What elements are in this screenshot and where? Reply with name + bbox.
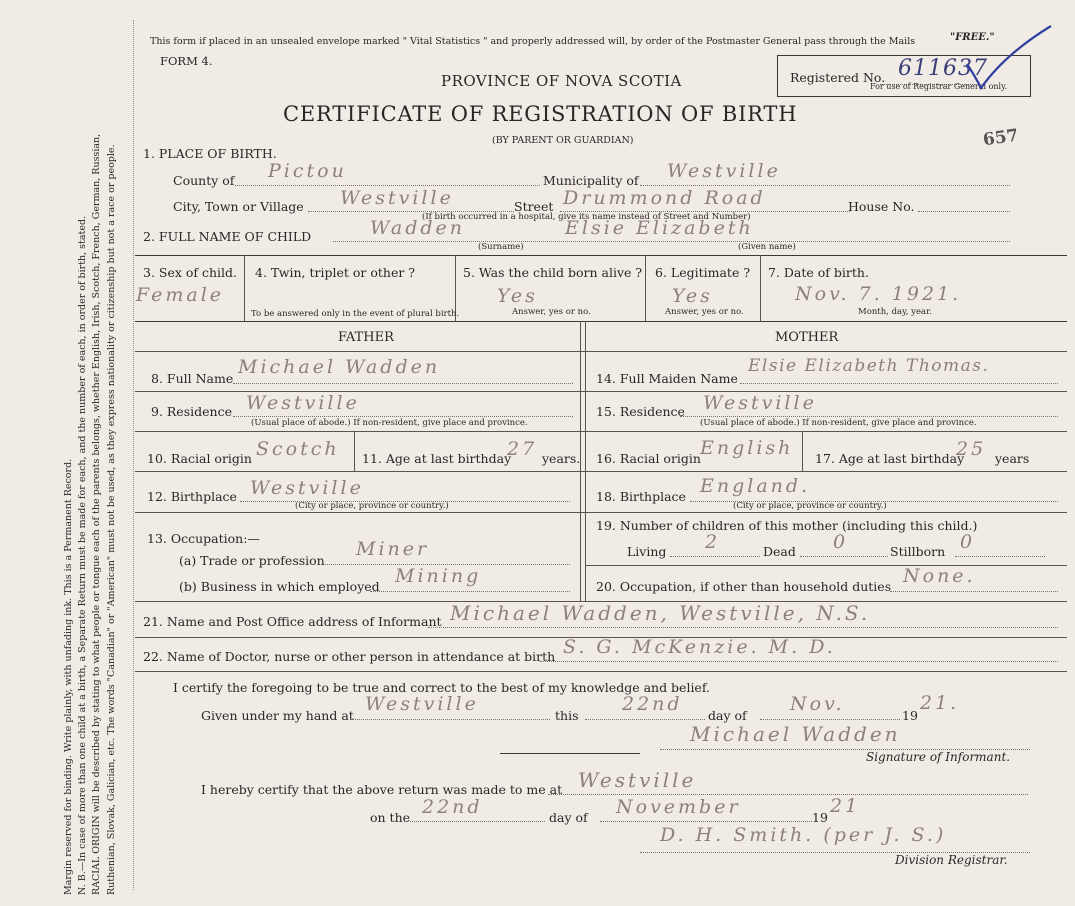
given-place-dotline — [350, 719, 550, 720]
father-birthplace-note: (City or place, province or country.) — [295, 501, 449, 511]
cert-year-value: 21. — [920, 692, 960, 714]
certificate-title: CERTIFICATE OF REGISTRATION OF BIRTH — [283, 102, 798, 126]
father-residence-note: (Usual place of abode.) If non-resident, give place and province. — [251, 418, 528, 428]
father-name-label: 8. Full Name — [151, 371, 234, 386]
father-age-value: 27 — [507, 438, 538, 460]
father-heading: FATHER — [338, 330, 394, 345]
registrar-dayof-label: day of — [549, 810, 588, 825]
stillborn-value: 0 — [960, 531, 976, 553]
given-name-caption: (Given name) — [738, 242, 796, 252]
doctor-value: S. G. McKenzie. M. D. — [563, 636, 836, 658]
house-label: House No. — [848, 199, 915, 214]
twin-label: 4. Twin, triplet or other ? — [255, 265, 415, 280]
registered-label: Registered No. — [790, 70, 886, 85]
father-birthplace-value: Westville — [250, 477, 364, 499]
registrar-year-prefix: 19 — [812, 810, 828, 825]
living-dotline — [670, 556, 760, 557]
place-of-birth-label: 1. PLACE OF BIRTH. — [143, 146, 277, 161]
certificate-subtitle: (BY PARENT OR GUARDIAN) — [492, 135, 634, 146]
mother-residence-label: 15. Residence — [596, 404, 685, 419]
father-business-dotline — [370, 591, 570, 592]
mother-age-value: 25 — [956, 438, 987, 460]
registered-note: For use of Registrar General only. — [870, 82, 1008, 91]
given-under-label: Given under my hand at — [201, 708, 354, 723]
mother-occupation-label: 20. Occupation, if other than household duties — [596, 579, 892, 594]
child-name-dotline — [333, 241, 1010, 242]
form-number: FORM 4. — [160, 54, 213, 68]
birth-date-label: 7. Date of birth. — [768, 265, 869, 280]
facts-divider-3 — [645, 255, 646, 321]
mother-children-label: 19. Number of children of this mother (including this child.) — [596, 518, 978, 533]
registrar-caption: Division Registrar. — [895, 853, 1008, 867]
father-racial-value: Scotch — [256, 438, 340, 460]
alive-note: Answer, yes or no. — [512, 307, 591, 317]
stillborn-dotline — [955, 556, 1045, 557]
doctor-dotline — [540, 661, 1058, 662]
parents-row-line-4 — [135, 512, 1067, 513]
stamp-number: 657 — [981, 125, 1020, 151]
mother-occupation-value: None. — [903, 565, 976, 587]
cert-month-dotline — [760, 719, 900, 720]
alive-value: Yes — [497, 285, 538, 307]
father-residence-dotline — [233, 416, 573, 417]
doctor-row-line — [135, 671, 1067, 672]
municipality-value: Westville — [667, 160, 781, 182]
mother-age-unit: years — [995, 451, 1030, 466]
facts-divider-4 — [760, 255, 761, 321]
father-birthplace-label: 12. Birthplace — [147, 489, 237, 504]
registrar-day-value: 22nd — [422, 796, 483, 818]
parents-row-line-2 — [135, 431, 1067, 432]
parents-heading-line — [135, 351, 1067, 352]
registrar-year-value: 21 — [830, 795, 861, 817]
hospital-note: (If birth occurred in a hospital, give its name instead of Street and Number) — [422, 212, 751, 222]
legitimate-value: Yes — [672, 285, 713, 307]
mother-racial-value: English — [700, 437, 794, 459]
city-value: Westville — [340, 187, 454, 209]
informant-signature: Michael Wadden — [690, 722, 901, 746]
margin-note-2: N. B.—In case of more than one child at a birth, a Separate Return must be made for each, and the number of each, in order of birth, stated. — [77, 215, 89, 895]
father-trade-value: Miner — [356, 538, 430, 560]
registrar-signature: D. H. Smith. (per J. S.) — [660, 824, 947, 846]
certify-statement: I certify the foregoing to be true and correct to the best of my knowledge and belief. — [173, 680, 710, 695]
dead-dotline — [800, 556, 888, 557]
county-value: Pictou — [268, 160, 347, 182]
father-name-dotline — [233, 383, 573, 384]
dead-label: Dead — [763, 544, 796, 559]
mother-racial-divider — [802, 431, 803, 471]
father-racial-divider — [354, 431, 355, 471]
cert-year-prefix: 19 — [902, 708, 918, 723]
parents-row-line-5 — [585, 565, 1067, 566]
father-trade-label: (a) Trade or profession — [179, 553, 325, 568]
registrar-place-dotline — [548, 794, 1028, 795]
twin-note: To be answered only in the event of plural birth. — [251, 309, 460, 319]
informant-dotline — [428, 627, 1058, 628]
father-residence-value: Westville — [246, 392, 360, 414]
father-age-label: 11. Age at last birthday — [362, 451, 512, 466]
cert-month-value: Nov. — [790, 693, 845, 715]
house-dotline — [918, 211, 1010, 212]
mother-racial-label: 16. Racial origin — [596, 451, 701, 466]
surname-caption: (Surname) — [478, 242, 524, 252]
check-mark-icon — [965, 24, 1055, 94]
father-business-label: (b) Business in which employed — [179, 579, 380, 594]
informant-value: Michael Wadden, Westville, N.S. — [450, 601, 871, 625]
city-label: City, Town or Village — [173, 199, 304, 214]
divider-facts-top — [135, 255, 1067, 256]
county-label: County of — [173, 173, 235, 188]
legitimate-note: Answer, yes or no. — [665, 307, 744, 317]
mother-birthplace-label: 18. Birthplace — [596, 489, 686, 504]
municipality-dotline — [640, 185, 1010, 186]
registered-number: 611637 — [898, 56, 988, 81]
child-name-label: 2. FULL NAME OF CHILD — [143, 229, 312, 244]
margin-note-4: Ruthenian, Slovak, Galician, etc. The words "Canadian" or "American" must not be used, as they express nationality or citizenship but not a race or people. — [105, 144, 117, 895]
mother-residence-dotline — [680, 416, 1058, 417]
father-occupation-label: 13. Occupation:— — [147, 531, 260, 546]
cert-dayof-label: day of — [708, 708, 747, 723]
living-label: Living — [627, 544, 667, 559]
margin-note-1: Margin reserved for binding. Write plainly, with unfading ink. This is a Permanent Record. — [63, 458, 74, 895]
mother-occupation-dotline — [890, 591, 1058, 592]
mother-residence-value: Westville — [703, 392, 817, 414]
municipality-label: Municipality of — [543, 173, 639, 188]
mother-birthplace-note: (City or place, province or country.) — [733, 501, 887, 511]
margin-note-3: RACIAL ORIGIN will be described by stating to what people or tongue each of the parents belongs, whether English, Irish, Scotch, French, German, Russian, — [91, 133, 103, 895]
cert-separator — [500, 753, 640, 754]
margin-notes — [62, 134, 119, 895]
mother-birthplace-value: England. — [700, 475, 811, 497]
living-value: 2 — [705, 531, 721, 553]
father-racial-label: 10. Racial origin — [147, 451, 252, 466]
registrar-on-label: on the — [370, 810, 411, 825]
parents-row-line-3 — [135, 471, 1067, 472]
binding-margin-line — [133, 20, 134, 890]
street-value: Drummond Road — [563, 187, 766, 209]
legitimate-label: 6. Legitimate ? — [655, 265, 751, 280]
mother-name-value: Elsie Elizabeth Thomas. — [748, 356, 990, 376]
facts-divider-1 — [244, 255, 245, 321]
sex-label: 3. Sex of child. — [143, 265, 238, 280]
birth-date-value: Nov. 7. 1921. — [795, 283, 962, 305]
mother-residence-note: (Usual place of abode.) If non-resident, give place and province. — [700, 418, 977, 428]
mother-heading: MOTHER — [775, 330, 839, 345]
province-title: PROVINCE OF NOVA SCOTIA — [441, 72, 682, 90]
registrar-place-value: Westville — [578, 768, 697, 792]
mother-age-label: 17. Age at last birthday — [815, 451, 965, 466]
cert-day-dotline — [585, 719, 705, 720]
registrar-month-value: November — [616, 796, 741, 818]
divider-facts-bottom — [135, 321, 1067, 322]
this-label: this — [555, 708, 579, 723]
signature-caption: Signature of Informant. — [866, 750, 1011, 764]
mother-name-label: 14. Full Maiden Name — [596, 371, 738, 386]
father-residence-label: 9. Residence — [151, 404, 232, 419]
registrar-month-dotline — [600, 821, 812, 822]
child-surname: Wadden — [370, 217, 466, 239]
doctor-label: 22. Name of Doctor, nurse or other person in attendance at birth — [143, 649, 556, 664]
mail-notice: This form if placed in an unsealed envelope marked " Vital Statistics " and properly addressed will, by order of the Postmaster General pass through the Mails — [150, 36, 916, 47]
father-name-value: Michael Wadden — [238, 356, 441, 378]
mother-name-dotline — [740, 383, 1058, 384]
registrar-statement: I hereby certify that the above return was made to me at — [201, 782, 563, 797]
birth-date-note: Month, day, year. — [858, 307, 932, 317]
parents-divider-b — [585, 321, 586, 601]
registrar-day-dotline — [410, 821, 545, 822]
county-dotline — [235, 185, 540, 186]
street-label: Street — [514, 199, 554, 214]
given-place-value: Westville — [365, 693, 479, 715]
child-given-name: Elsie Elizabeth — [565, 217, 754, 239]
father-age-unit: years. — [542, 451, 581, 466]
dead-value: 0 — [833, 531, 849, 553]
father-business-value: Mining — [395, 565, 482, 587]
alive-label: 5. Was the child born alive ? — [463, 265, 643, 280]
sex-value: Female — [136, 284, 225, 306]
informant-label: 21. Name and Post Office address of Informant — [143, 614, 442, 629]
cert-day-value: 22nd — [622, 693, 683, 715]
stillborn-label: Stillborn — [890, 544, 946, 559]
free-stamp: "FREE." — [950, 32, 995, 43]
